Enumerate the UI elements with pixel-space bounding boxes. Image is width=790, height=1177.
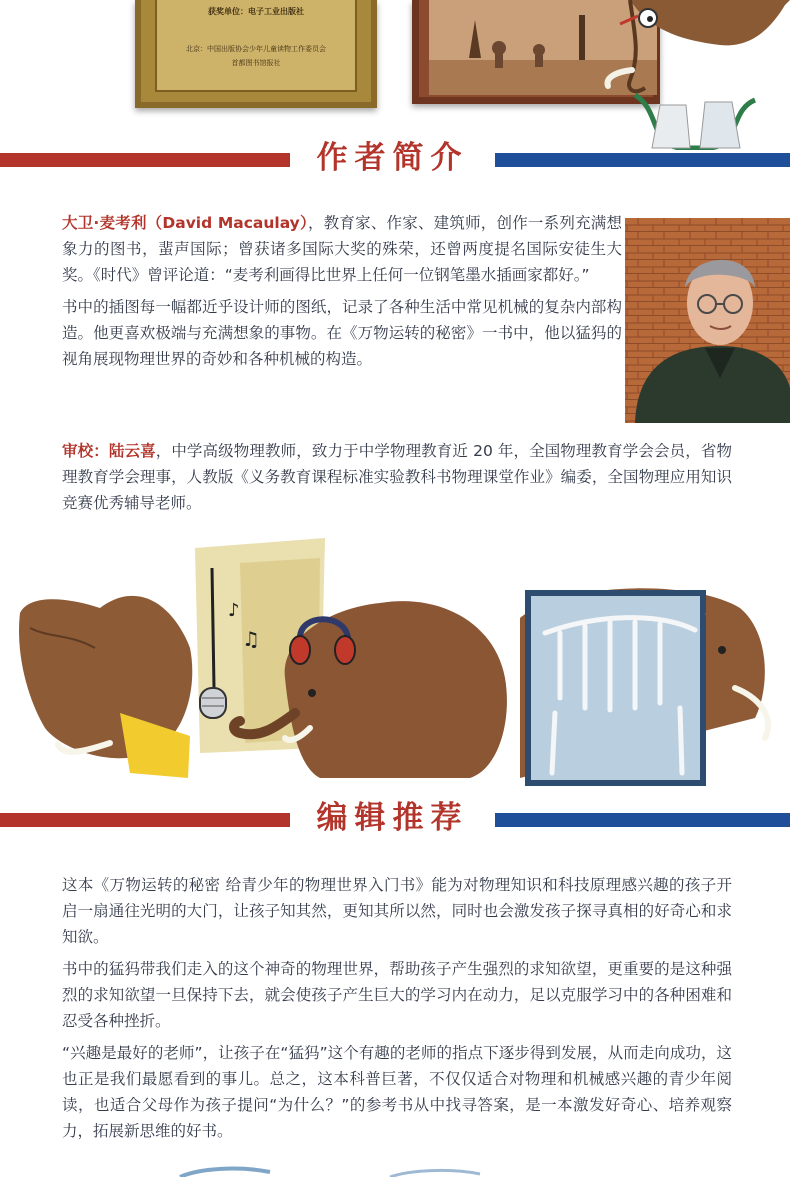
- editor-paragraph-3: “兴趣是最好的老师”，让孩子在“猛犸”这个有趣的老师的指点下逐步得到发展，从而走向成功，这也正是我们最愿看到的事儿。总之，这本科普巨著，不仅仅适合对物理和机械感兴趣的青少年阅读，也适合父母作为孩子提问“为什么？”的参考书从中找寻答案，是一本激发好奇心、培养观察力，拓展新思维的好书。: [62, 1044, 732, 1140]
- editor-section-banner: [0, 798, 790, 838]
- author-bio-text: ，教育家、作家、建筑师，创作一系列充满想象力的图书，蜚声国际；曾获诸多国际大奖的殊荣，还曾两度提名国际安徒生大奖。《时代》曾评论道：“麦考利画得比世界上任何一位钢笔墨水插画家都好。”: [62, 214, 622, 284]
- svg-text:♫: ♫: [242, 627, 260, 651]
- banner-blue-bar: [495, 813, 790, 827]
- reviewer-block: [62, 438, 732, 516]
- author-bio-paragraph: [62, 210, 622, 288]
- banner-blue-bar: [495, 153, 790, 167]
- author-portrait-image: [625, 218, 790, 423]
- author-name: 大卫·麦考利（David Macaulay）: [62, 214, 308, 232]
- editor-recommend-block: [62, 872, 732, 1144]
- editor-paragraph-1: 这本《万物运转的秘密 给青少年的物理世界入门书》能为对物理知识和科技原理感兴趣的孩子开启一扇通往光明的大门，让孩子知其然，更知其所以然，同时也会激发孩子探寻真相的好奇心和求知欲。: [62, 876, 732, 946]
- banner-red-bar: [0, 153, 290, 167]
- award-plaque-line-3: 首都图书馆报社: [231, 59, 281, 67]
- reviewer-label: 审校：陆云喜: [62, 442, 156, 460]
- author-illustration-paragraph: 书中的插图每一幅都近乎设计师的图纸，记录了各种生活中常见机械的复杂内部构造。他更喜欢极端与充满想象的事物。在《万物运转的秘密》一书中，他以猛犸的视角展现物理世界的奇妙和各种机械的构造。: [62, 298, 622, 368]
- author-photo: [625, 218, 790, 423]
- author-section-banner: [0, 138, 790, 178]
- bottom-decoration: [0, 1160, 790, 1177]
- mammoth-with-bags-illustration: [590, 0, 790, 150]
- reviewer-text: ，中学高级物理教师，致力于中学物理教育近 20 年，全国物理教育学会会员，省物理教育学会理事，人教版《义务教育课程标准实验教科书物理课堂作业》编委，全国物理应用知识竞赛优秀辅导老师。: [62, 442, 732, 512]
- award-plaque-line-1: 获奖单位：电子工业出版社: [208, 7, 304, 16]
- svg-text:♪: ♪: [228, 600, 240, 621]
- author-section-heading: 作者简介: [316, 140, 469, 176]
- award-plaque-line-2: 北京：中国出版协会少年儿童读物工作委员会: [186, 45, 326, 53]
- reviewer-paragraph: [62, 438, 732, 516]
- author-bio-block: [62, 210, 622, 372]
- banner-red-bar: [0, 813, 290, 827]
- editor-paragraph-2: 书中的猛犸带我们走入的这个神奇的物理世界，帮助孩子产生强烈的求知欲望，更重要的是这种强烈的求知欲望一旦保持下去，就会使孩子产生巨大的学习内在动力，足以克服学习中的各种困难和忍受各种挫折。: [62, 960, 732, 1030]
- award-plaque-image: [135, 0, 377, 108]
- mammoth-illustration-strip: [0, 538, 790, 788]
- editor-section-heading: 编辑推荐: [316, 800, 469, 836]
